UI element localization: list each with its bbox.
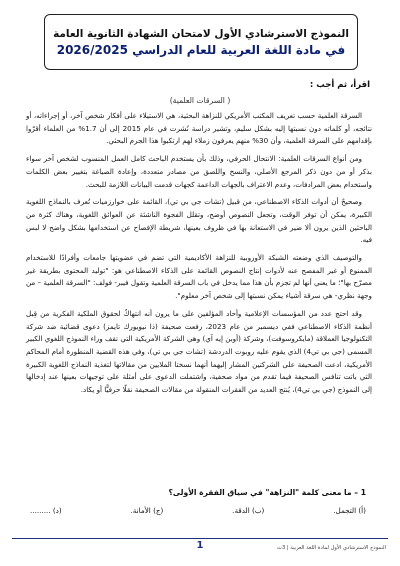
reading-passage — [26, 110, 372, 402]
footer-note: النموذج الاسترشادي الأول لمادة اللغة العربية | 3ث — [277, 545, 386, 551]
passage-paragraph: وصحيحٌ أن أدوات الذكاء الاصطناعي، من قبيل (تشات جي بي تي)، القائمة على خوارزميات تُعرف بالنماذج اللغوية الكبيرة، يمكن أن توفر الوقت، وتجعل النصوص أوضح، وتقلل الفجوة الناشئة عن العوائق اللغوية، وهناك كثرة من الباحثين الذين يرون ألا ضير في الاستعانة بها في ظروف بعينها، شريطة الإفصاح عن استخدامها بشكل واضح لا لبس فيه. — [26, 197, 372, 245]
question-text: 1 – ما معنى كلمة "النزاهة" في سياق الفقرة الأولى؟ — [168, 488, 366, 497]
passage-paragraph: السرقة العلمية حسب تعريف المكتب الأمريكي للنزاهة البحثية، هي الاستيلاء على أفكار شخص آخر، أو إجراءاته، أو نتائجه، أو كلماته دون نسبتها إليه بشكل سليم، وتشير دراسة نُشرت في عام 2015 إلى أن 1.7% من العلماء أقرّوا بإقدامهم على السرقة العلمية، وأن 30% منهم يعرفون زملاء لهم ارتكبوا هذا الجرم البحثي. — [26, 111, 372, 146]
option-a[interactable]: (أ) التجمل. — [333, 506, 366, 515]
option-b[interactable]: (ب) الدقة. — [232, 506, 265, 515]
passage-paragraph: والتوصيف الذي وضعته الشبكة الأوروبية للنزاهة الأكاديمية التي تضم في عضويتها جامعات وأفرادًا للاستخدام الممنوع أو غير المفصح عنه لأدوات إنتاج النصوص القائمة على الذكاء الاصطناعي هو: "توليد المحتوى بطريقة غير مصرّح بها"؛ ما يعني أنها لم تجزم بأن هذا مما يدخل في باب السرقة العلمية وتقول فيبر- فولف: "السرقة العلمية – من وجهة نظري- هي سرقة أشياء يمكن نسبتها إلى شخص آخر معلوم". — [26, 253, 372, 301]
answer-options — [30, 506, 366, 515]
passage-paragraph: ومن أنواع السرقات العلمية: الانتحال الحرفي، وذلك بأن يستخدم الباحث كامل العمل المنسوب لشخص آخر سواء بذكر أو من دون ذكر المرجع الأصلي، والنسخ واللصق من مصادر متعددة، وإعادة الصياغة بتغيير بعض الكلمات واستخدام بعض المرادفات، وعدم الاعتراف بالجهات الداعمة كجهات قدمت البيانات اللازمة للبحث. — [26, 154, 372, 189]
passage-paragraph: وقد احتج عدد من المؤسسات الإعلامية وأحاد المؤلفين على ما يرون أنه انتهاكٌ لحقوق الملكية الفكرية من قِبل أنظمة الذكاء الاصطناعي ففي ديسمبر من عام 2023، رفعت صحيفة (ذا نيويورك تايمز) دعوى قضائية ضد شركة التكنولوجيا العملاقة (مايكروسوفت)، وشركة (أوبن إيه آي) وهي الشركة الأمريكية التي تقف وراء النموذج اللغوي الكبير المسمى (جي بي تي4) الذي يقوم عليه روبوت الدردشة (تشات جي بي تي)، وفي هذه القضية المنظورة أمام المحاكم الأمريكية، ادعت الصحيفة على الشركتين المشار إليهما أنهما نسختا الملايين من مقالاتها لتغذية النماذج اللغوية الكبيرة التي باتت تنافس الصحيفة فيما تقدم من مواد صحفية، واشتملت الدعوى على أمثلة على توجيهات بعينها عند إدخالها إلى النموذج (جي بي تي4)، يُنتج العديد من الفقرات المنقولة من مقالات الصحيفة نقلًا حرفيًّا أو يكاد. — [26, 308, 373, 395]
option-d[interactable]: (د) ......... — [30, 506, 62, 515]
page-number: 1 — [196, 540, 204, 551]
exam-title: النموذج الاسترشادي الأول لامتحان الشهادة الثانوية العامة — [53, 28, 349, 40]
passage-title: ( السرقات العلمية) — [169, 96, 231, 105]
exam-subject-year: في مادة اللغة العربية للعام الدراسي 2026/2025 — [56, 43, 346, 57]
footer-divider — [12, 538, 388, 539]
option-c[interactable]: (ج) الأمانة. — [130, 506, 164, 515]
instruction-text: اقرأ، ثم أجب : — [309, 80, 370, 90]
exam-title-box — [44, 14, 358, 70]
